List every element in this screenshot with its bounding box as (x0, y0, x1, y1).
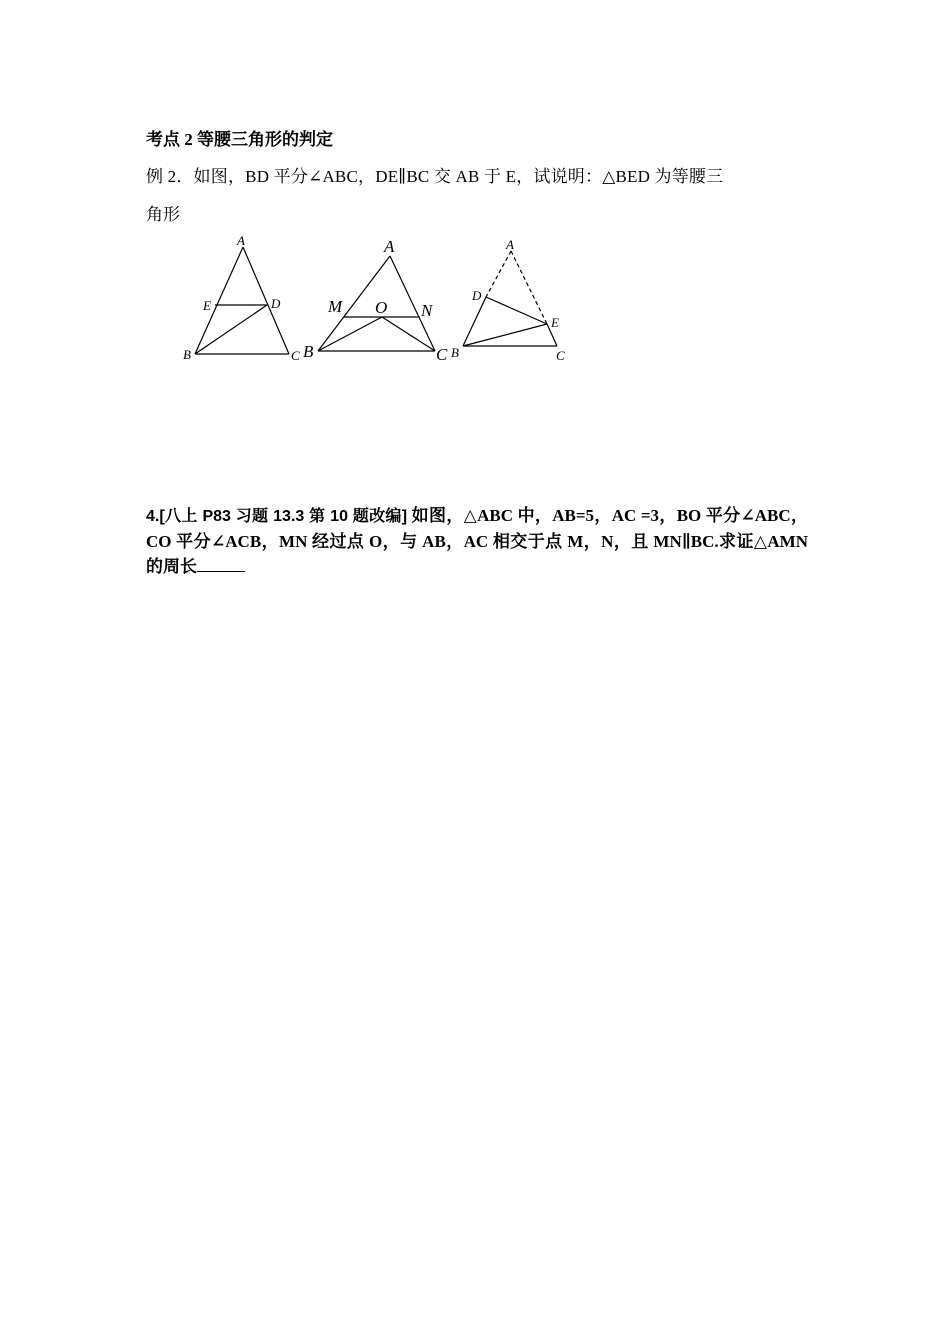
example-2-text-line2: 角形 (146, 205, 180, 224)
fig2-label-m: M (328, 297, 343, 316)
fig1-label-a: A (237, 233, 245, 248)
example-2-text-line1: 例 2．如图，BD 平分∠ABC，DE∥BC 交 AB 于 E，试说明：△BED 为等腰三 (146, 167, 724, 186)
question-4 (146, 503, 808, 579)
section-heading: 考点 2 等腰三角形的判定 (146, 130, 333, 149)
fig3-label-b: B (451, 345, 459, 360)
answer-blank (197, 556, 245, 572)
question-4-source-tag: 4.[八上 P83 习题 13.3 第 10 题改编] (146, 508, 408, 525)
question-4-text: 如图，△ABC 中，AB=5，AC =3，BO 平分∠ABC，CO 平分∠ACB，MN 经过点 O，与 AB，AC 相交于点 M，N，且 MN∥BC.求证△AMN 的周长 (146, 506, 808, 576)
fig2-label-b: B (303, 342, 314, 361)
geometry-figures (175, 228, 585, 368)
fig1-label-b: B (183, 347, 191, 362)
fig3-label-a: A (506, 237, 514, 252)
fig2-label-n: N (421, 301, 433, 320)
fig1-label-c: C (291, 348, 300, 363)
fig1-label-d: D (271, 296, 281, 311)
fig3-label-c: C (556, 348, 565, 363)
fig2-label-a: A (384, 237, 395, 256)
fig2-label-o: O (375, 298, 388, 317)
fig3-label-e: E (551, 315, 559, 330)
fig2-label-c: C (436, 345, 448, 364)
fig3-label-d: D (472, 288, 482, 303)
fig1-label-e: E (203, 298, 211, 313)
